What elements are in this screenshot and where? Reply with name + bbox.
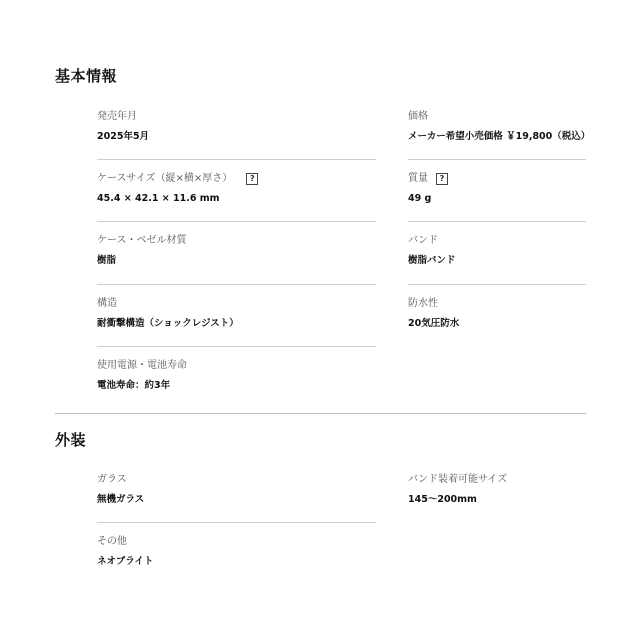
help-icon[interactable]: ?	[436, 173, 448, 185]
spec-structure	[97, 297, 239, 329]
spec-band	[408, 234, 456, 266]
help-icon[interactable]: ?	[246, 173, 258, 185]
spec-label: 使用電源・電池寿命	[97, 360, 187, 371]
spec-label: 価格	[408, 111, 428, 122]
spec-label: その他	[97, 536, 127, 547]
spec-value: 45.4 × 42.1 × 11.6 mm	[97, 193, 220, 204]
spec-value: 49 g	[408, 193, 432, 204]
row-divider	[97, 159, 376, 160]
spec-value: ネオブライト	[97, 556, 154, 567]
spec-value: メーカー希望小売価格 ￥19,800（税込）	[408, 131, 591, 142]
spec-glass	[97, 473, 145, 505]
row-divider	[97, 346, 376, 347]
section-divider	[55, 413, 586, 414]
spec-value: 145～200mm	[408, 494, 477, 505]
row-divider	[408, 221, 586, 222]
spec-label: バンド	[408, 235, 438, 246]
section-title-exterior: 外装	[55, 431, 87, 449]
spec-label-wrap	[408, 172, 448, 186]
spec-price	[408, 110, 591, 142]
spec-label: 質量	[408, 173, 428, 184]
spec-power-battery	[97, 359, 187, 391]
spec-other	[97, 535, 154, 567]
spec-value: 2025年5月	[97, 131, 150, 142]
spec-case-material	[97, 234, 187, 266]
spec-band-size	[408, 473, 508, 505]
spec-value: 樹脂バンド	[408, 255, 456, 266]
spec-case-size	[97, 172, 258, 204]
spec-label: 防水性	[408, 298, 438, 309]
spec-water-resistance	[408, 297, 460, 329]
spec-label: バンド装着可能サイズ	[408, 474, 508, 485]
spec-label-wrap	[97, 172, 258, 186]
spec-value: 無機ガラス	[97, 494, 145, 505]
spec-value: 20気圧防水	[408, 318, 460, 329]
spec-value: 耐衝撃構造（ショックレジスト）	[97, 318, 239, 329]
row-divider	[97, 522, 376, 523]
spec-label: ケース・ベゼル材質	[97, 235, 187, 246]
spec-label: 構造	[97, 298, 117, 309]
spec-release-date	[97, 110, 150, 142]
spec-label: ガラス	[97, 474, 127, 485]
row-divider	[408, 284, 586, 285]
row-divider	[97, 284, 376, 285]
spec-label: 発売年月	[97, 111, 137, 122]
spec-weight	[408, 172, 448, 204]
row-divider	[408, 159, 586, 160]
spec-value: 電池寿命：約3年	[97, 380, 171, 391]
row-divider	[97, 221, 376, 222]
spec-label: ケースサイズ（縦×横×厚さ）	[97, 173, 233, 184]
section-title-basic-info: 基本情報	[55, 67, 118, 85]
spec-value: 樹脂	[97, 255, 117, 266]
